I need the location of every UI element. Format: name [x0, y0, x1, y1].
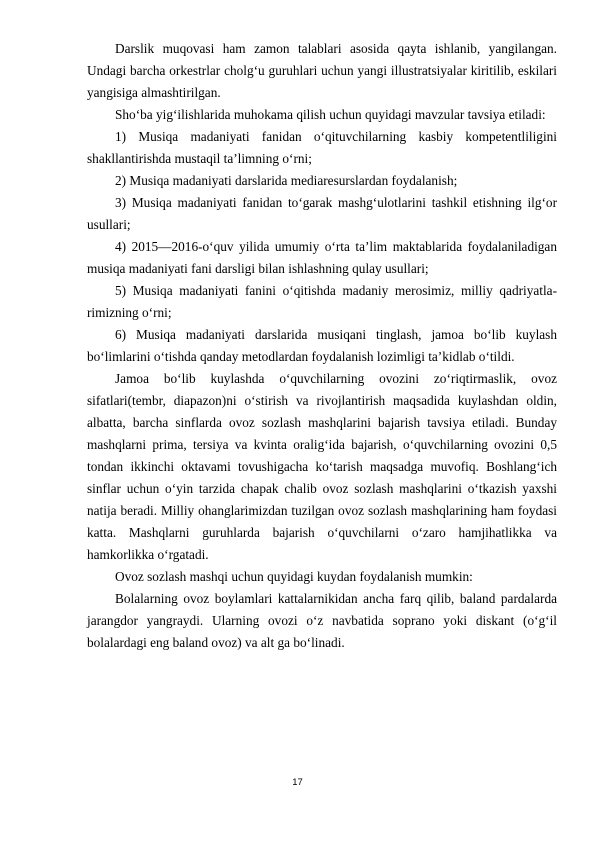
- paragraph-meeting-topics-intro: Sho‘ba yig‘ilishlarida muhokama qilish uchun quyidagi mavzular tavsiya etiladi:: [115, 107, 546, 122]
- page-body: [87, 38, 557, 654]
- paragraph-topic-3: 3) Musiqa madaniyati fanidan to‘garak mashg‘ulotlarini tashkil etishning ilg‘or usullari;: [87, 195, 557, 232]
- paragraph-topic-2: 2) Musiqa madaniyati darslarida mediaresurslardan foydalanish;: [115, 173, 458, 188]
- paragraph-voice-exercise-intro: Ovoz sozlash mashqi uchun quyidagi kuydan foydalanish mumkin:: [115, 569, 473, 584]
- paragraph-topic-1: 1) Musiqa madaniyati fanidan o‘qituvchilarning kasbiy kompetentliligini shakllantirishda mustaqil ta’limning o‘rni;: [87, 129, 557, 166]
- page-number: 17: [292, 777, 303, 788]
- paragraph-children-voices: Bolalarning ovoz boylamlari kattalarnikidan ancha farq qilib, baland pardalarda jarangdor yangraydi. Ularning ovozi o‘z navbatida soprano yoki diskant (o‘g‘il bolalardagi eng baland ovoz) va alt ga bo‘linadi.: [87, 591, 557, 650]
- paragraph-textbook-cover: Darslik muqovasi ham zamon talablari asosida qayta ishlanib, yangilangan. Undagi barcha orkestrlar cholg‘u guruhlari uchun yangi illustratsiyalar kiritilib, eskilari yangisiga almashtirilgan.: [87, 41, 557, 100]
- paragraph-group-singing: Jamoa bo‘lib kuylashda o‘quvchilarning ovozini zo‘riqtirmaslik, ovoz sifatlari(tembr, diapazon)ni o‘stirish va rivojlantirish maqsadida kuylashdan oldin, albatta, barcha sinflarda ovoz sozlash mashqlarini bajarish tavsiya etiladi. Bunday mashqlarni prima, tersiya va kvinta oralig‘ida bajarish, o‘quvchilarning ovozini 0,5 tondan ikkinchi oktavami tovushigacha ko‘tarish maqsadga muvofiq. Boshlang‘ich sinflar uchun o‘yin tarzida chapak chalib ovoz sozlash mashqlarini o‘tkazish yaxshi natija beradi. Milliy ohanglarimizdan tuzilgan ovoz sozlash mashqlarining ham foydasi katta. Mashqlarni guruhlarda bajarish o‘quvchilarni o‘zaro hamjihatlikka va hamkorlikka o‘rgatadi.: [87, 371, 557, 562]
- paragraph-topic-6: 6) Musiqa madaniyati darslarida musiqani tinglash, jamoa bo‘lib kuylash bo‘limlarini o‘tishda qanday metodlardan foydalanish lozimligi ta’kidlab o‘tildi.: [87, 327, 557, 364]
- paragraph-topic-4: 4) 2015—2016-o‘quv yilida umumiy o‘rta ta’lim maktablarida foydalaniladigan musiqa madaniyati fani darsligi bilan ishlashning qulay usullari;: [87, 239, 557, 276]
- paragraph-topic-5: 5) Musiqa madaniyati fanini o‘qitishda madaniy merosimiz, milliy qadriyatla-rimizning o‘rni;: [87, 283, 557, 320]
